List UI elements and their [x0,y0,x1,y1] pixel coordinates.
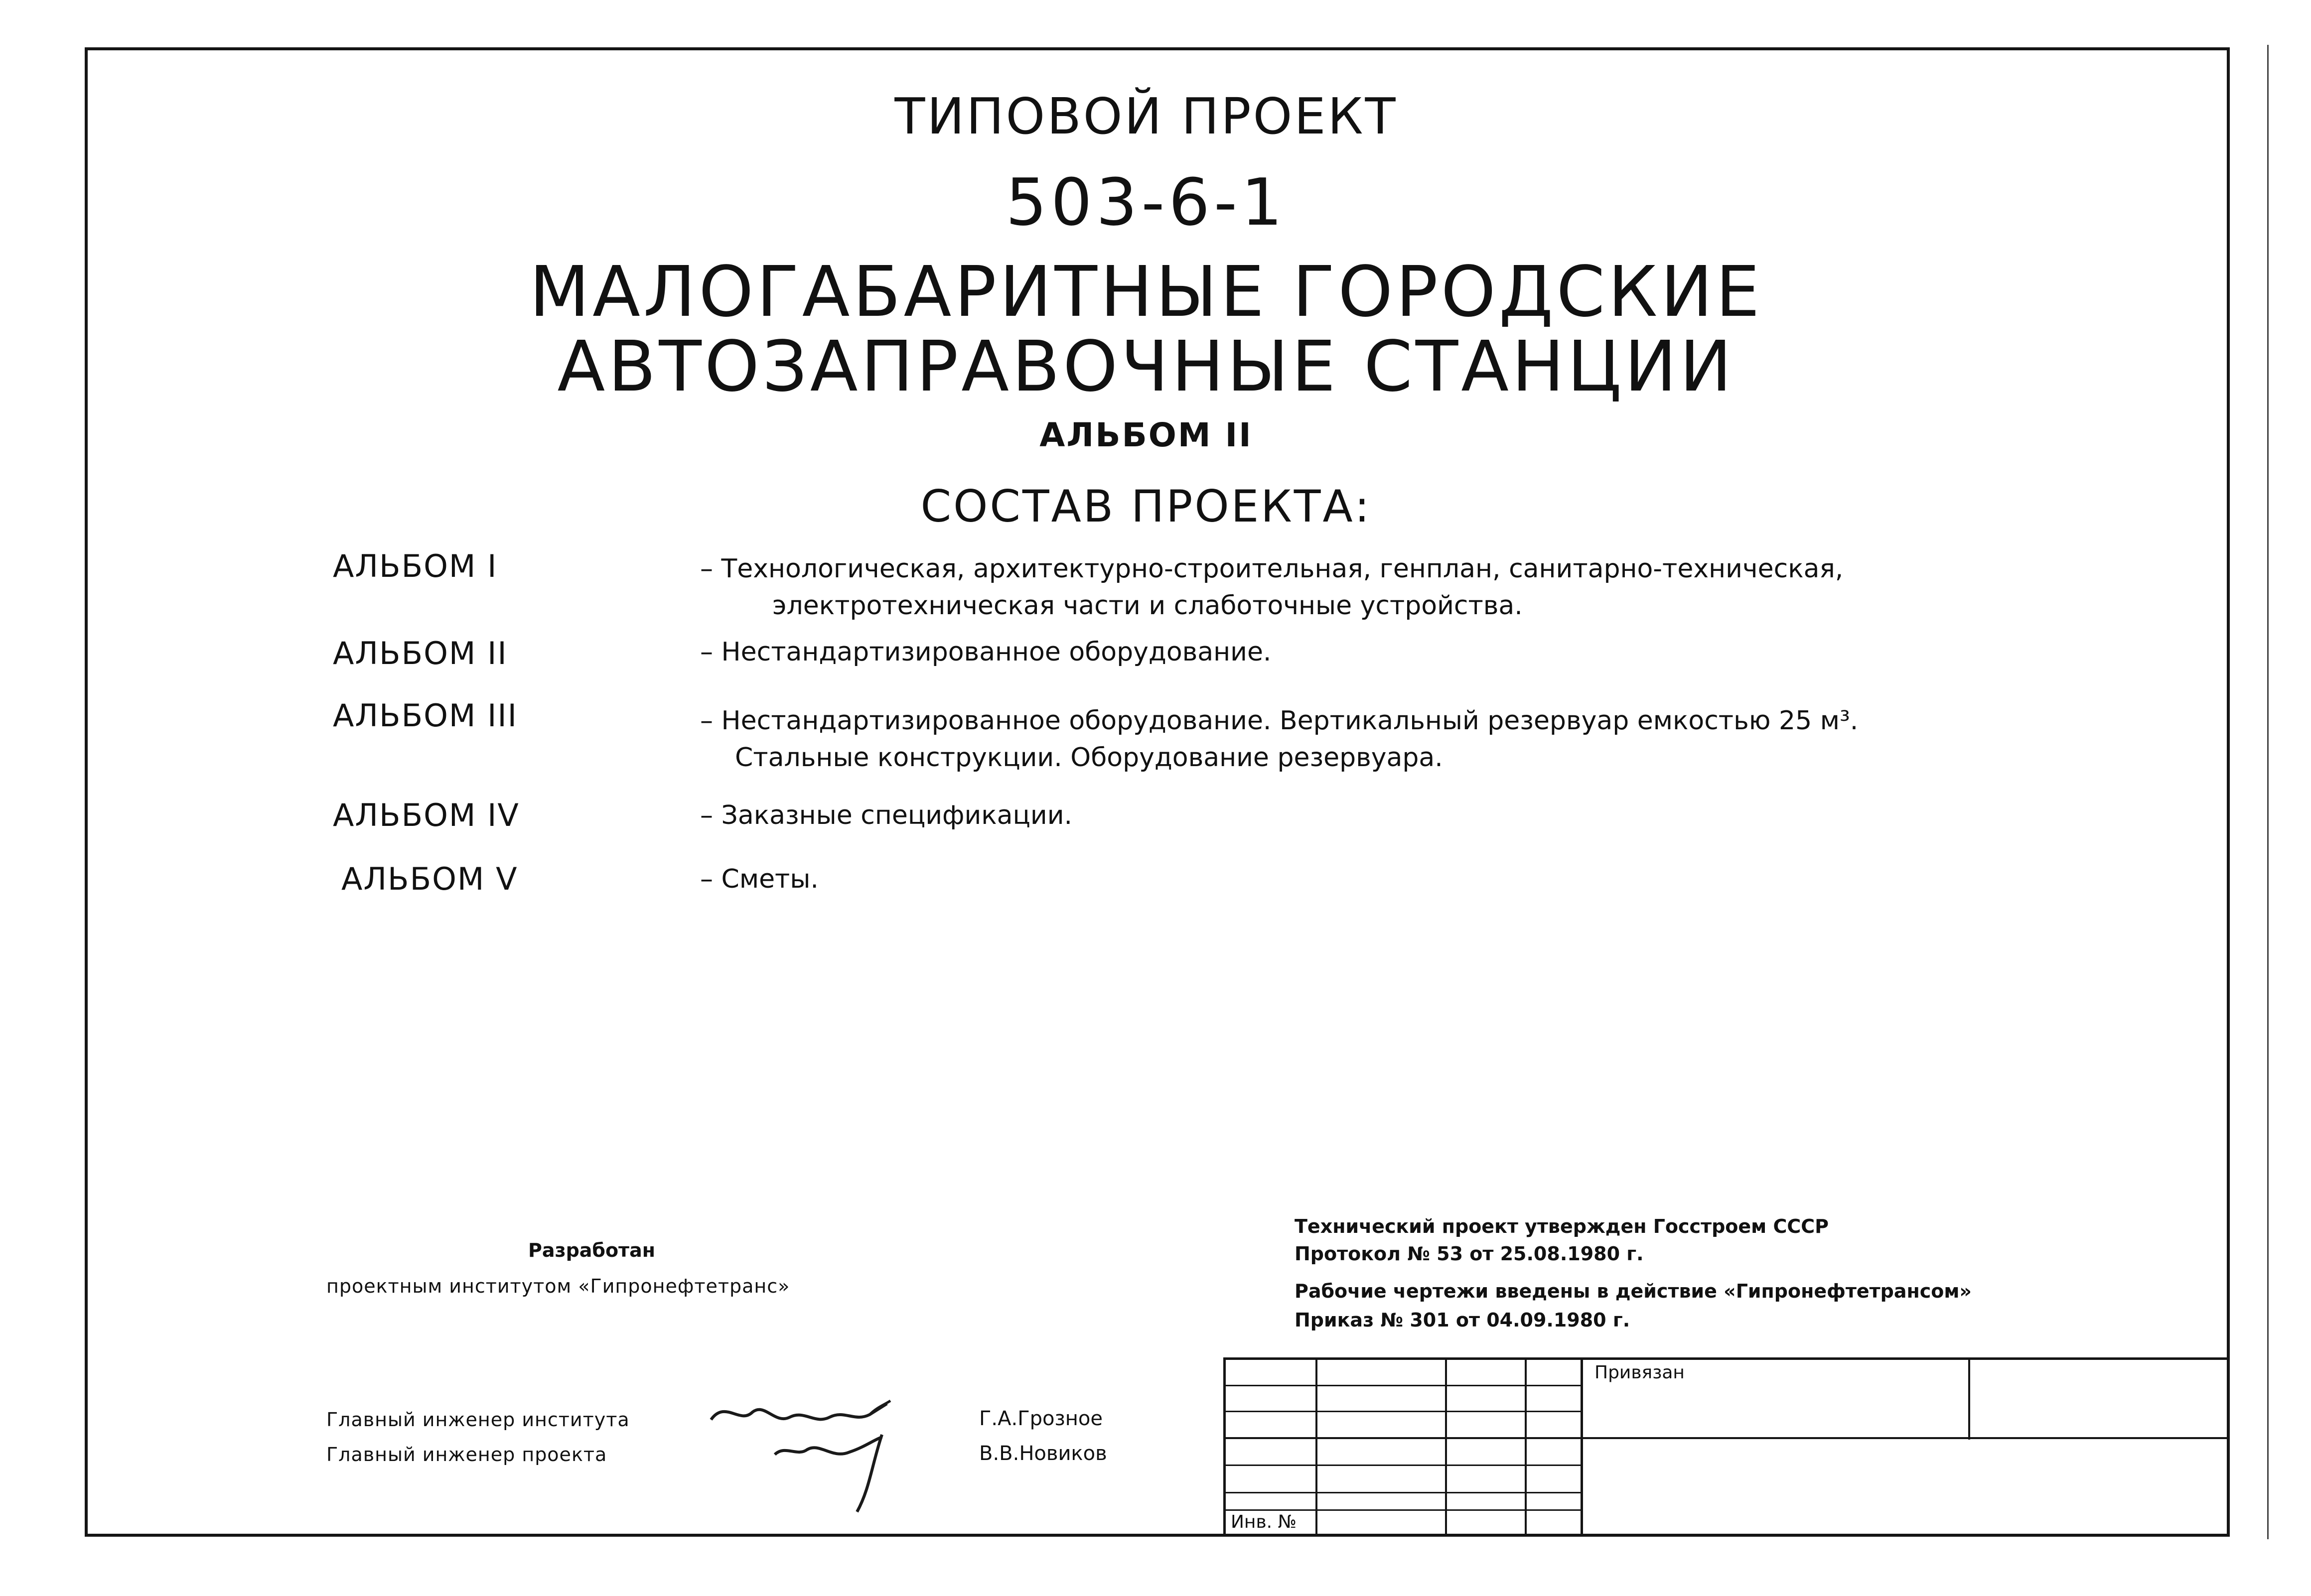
handwritten-signatures [705,1390,904,1519]
composition-title: СОСТАВ ПРОЕКТА: [920,481,1372,532]
chief-engineer-institute-label: Главный инженер института [326,1409,630,1431]
album-3-description [700,702,1858,776]
stamp-row-4 [1223,1464,1581,1466]
album-2-label: АЛЬБОМ II [333,635,508,671]
sheet-edge-right [2267,45,2269,1539]
chief-engineer-project-label: Главный инженер проекта [326,1444,607,1465]
stamp-col-4 [1581,1357,1583,1537]
stamp-col-5 [1968,1357,1970,1440]
stamp-row-1 [1223,1385,1581,1386]
chief-engineer-institute-name: Г.А.Грозное [979,1407,1103,1430]
project-name-line2: АВТОЗАПРАВОЧНЫЕ СТАНЦИИ [557,326,1735,407]
project-number: 503-6-1 [1006,164,1287,240]
approval-line-3: Рабочие чертежи введены в действие «Гипронефтетрансом» [1295,1280,1972,1302]
album-3-desc-line1: – Нестандартизированное оборудование. Вертикальный резервуар емкостью 25 м³. [700,706,1859,736]
album-1-description [700,550,1843,624]
album-2-description: – Нестандартизированное оборудование. [700,637,1272,667]
project-name-line1: МАЛОГАБАРИТНЫЕ ГОРОДСКИЕ [529,252,1763,333]
album-1-desc-line1: – Технологическая, архитектурно-строительная, генплан, санитарно-техническая, [700,554,1844,584]
stamp-attached-label: Привязан [1594,1362,1685,1383]
signature-2-stroke [775,1437,882,1455]
frame-top-line [85,47,2230,50]
frame-left-line [85,47,88,1537]
stamp-row-5 [1223,1492,1581,1493]
album-number: АЛЬБОМ II [1039,416,1253,454]
album-3-label: АЛЬБОМ III [333,697,518,734]
approval-line-4: Приказ № 301 от 04.09.1980 г. [1295,1309,1630,1331]
album-4-label: АЛЬБОМ IV [333,797,520,833]
album-3-desc-line2: Стальные конструкции. Оборудование резервуара. [735,743,1443,773]
developer-title: Разработан [528,1239,655,1261]
stamp-top-line [1223,1357,2230,1360]
approval-line-2: Протокол № 53 от 25.08.1980 г. [1295,1243,1644,1265]
developer-institute: проектным институтом «Гипронефтетранс» [326,1275,790,1297]
series-title: ТИПОВОЙ ПРОЕКТ [894,87,1398,145]
stamp-row-6 [1223,1509,1581,1511]
approval-line-1: Технический проект утвержден Госстроем СССР [1295,1215,1829,1237]
signature-1-tail [869,1401,890,1415]
stamp-row-3 [1223,1437,2230,1439]
signature-1-stroke [711,1404,887,1420]
frame-bottom-line [85,1534,2230,1537]
frame-right-line [2227,47,2230,1537]
chief-engineer-project-name: В.В.Новиков [979,1442,1107,1465]
album-1-desc-line2: электротехническая части и слаботочные устройства. [772,591,1523,621]
stamp-inventory-label: Инв. № [1231,1512,1297,1532]
album-4-description: – Заказные спецификации. [700,800,1073,830]
album-1-label: АЛЬБОМ I [333,548,498,584]
album-5-label: АЛЬБОМ V [341,861,518,897]
album-5-description: – Сметы. [700,864,819,894]
stamp-row-2 [1223,1411,1581,1412]
